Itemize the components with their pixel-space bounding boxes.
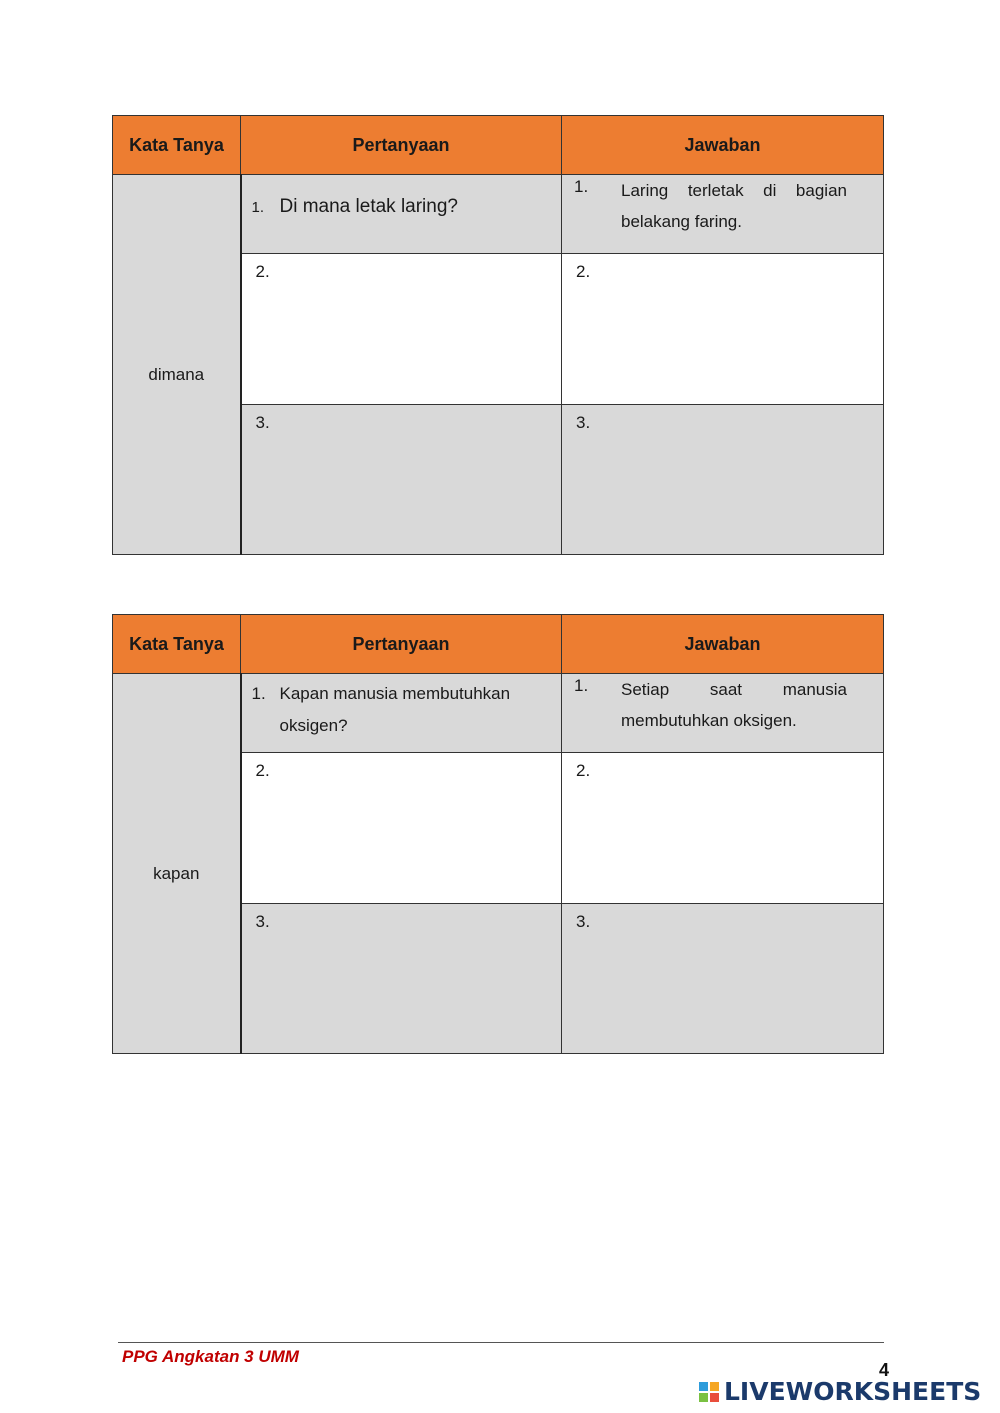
question-number: 1. — [251, 199, 265, 216]
answer-number: 1. — [574, 177, 589, 196]
answer-number: 2. — [576, 262, 591, 281]
kata-tanya-cell — [113, 175, 241, 555]
kata-tanya-word: kapan — [153, 863, 200, 883]
answer-number: 3. — [576, 912, 591, 931]
kata-tanya-cell — [113, 674, 241, 1054]
page-number: 4 — [879, 1360, 890, 1380]
answer-number: 3. — [576, 413, 591, 432]
table-row — [113, 674, 884, 753]
question-cell[interactable] — [241, 674, 562, 753]
question-number: 3. — [255, 413, 270, 432]
question-table-kapan — [112, 614, 884, 1054]
header-pertanyaan: Pertanyaan — [241, 116, 562, 175]
question-cell[interactable] — [241, 254, 562, 405]
answer-text: Setiap saat manusia membutuhkan oksigen. — [621, 680, 847, 730]
question-table-dimana — [112, 115, 884, 555]
answer-cell[interactable] — [562, 254, 884, 405]
header-jawaban: Jawaban — [562, 116, 884, 175]
answer-cell[interactable] — [562, 904, 884, 1054]
answer-number: 2. — [576, 761, 591, 780]
liveworksheets-brand-text: LIVEWORKSHEETS — [724, 1377, 982, 1406]
answer-cell[interactable] — [562, 674, 884, 753]
answer-text: Laring terletak di bagian belakang faring. — [621, 181, 847, 231]
answer-cell[interactable] — [562, 405, 884, 555]
table-header-row — [113, 615, 884, 674]
question-cell[interactable] — [241, 175, 562, 254]
table-row — [113, 175, 884, 254]
answer-cell[interactable] — [562, 175, 884, 254]
answer-cell[interactable] — [562, 753, 884, 904]
header-kata-tanya: Kata Tanya — [113, 116, 241, 175]
header-jawaban: Jawaban — [562, 615, 884, 674]
table-header-row — [113, 116, 884, 175]
footer-text: PPG Angkatan 3 UMM — [122, 1347, 299, 1366]
header-pertanyaan: Pertanyaan — [241, 615, 562, 674]
kata-tanya-word: dimana — [148, 364, 205, 384]
header-kata-tanya: Kata Tanya — [113, 615, 241, 674]
answer-number: 1. — [574, 676, 589, 695]
question-cell[interactable] — [241, 904, 562, 1054]
question-text: Di mana letak laring? — [279, 196, 458, 217]
question-number: 2. — [255, 761, 270, 780]
footer-divider — [118, 1342, 884, 1343]
question-number: 1. — [251, 684, 266, 703]
liveworksheets-logo[interactable] — [698, 1377, 981, 1406]
question-cell[interactable] — [241, 753, 562, 904]
question-number: 2. — [255, 262, 270, 281]
liveworksheets-logo-icon — [698, 1381, 720, 1403]
question-number: 3. — [255, 912, 270, 931]
question-cell[interactable] — [241, 405, 562, 555]
question-text: Kapan manusia membutuhkan oksigen? — [279, 684, 511, 735]
